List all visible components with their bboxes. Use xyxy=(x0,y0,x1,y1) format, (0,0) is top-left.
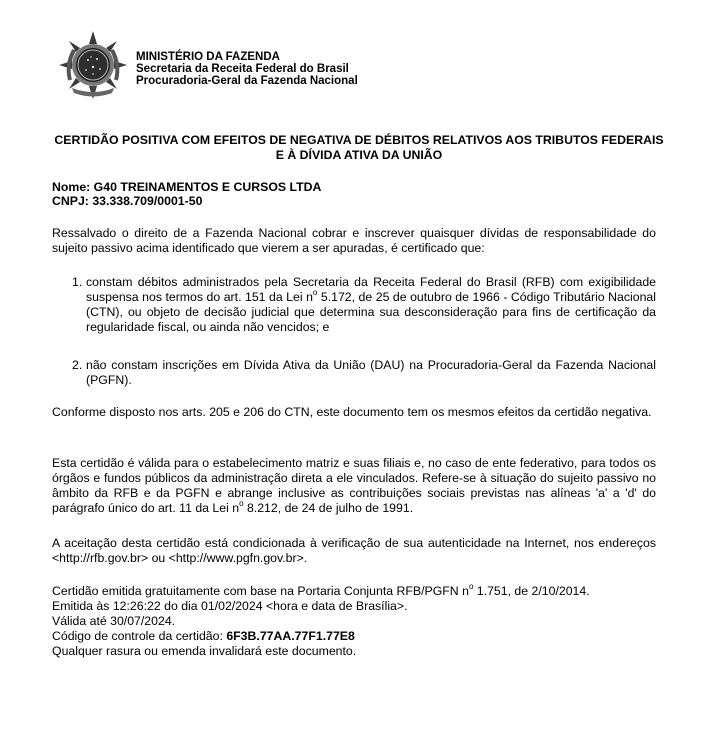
taxpayer-name: Nome: G40 TREINAMENTOS E CURSOS LTDA xyxy=(52,180,322,194)
ministry-name: MINISTÉRIO DA FAZENDA xyxy=(136,51,280,63)
attorney-office-name: Procuradoria-Geral da Fazenda Nacional xyxy=(136,75,358,87)
control-code-label: Código de controle da certidão: xyxy=(52,629,227,643)
control-code: 6F3B.77AA.77F1.77E8 xyxy=(226,629,355,643)
issuance-basis: Certidão emitida gratuitamente com base na Portaria Conjunta RFB/PGFN $n^o$ 1.751, de 2/10/2014. xyxy=(52,581,590,598)
issued-at: Emitida às 12:26:22 do dia 01/02/2024 <hora e data de Brasília>. xyxy=(52,599,408,613)
list-item-number: 1. xyxy=(72,275,83,289)
issuing-authority-header xyxy=(136,51,358,87)
ctn-effects-paragraph: Conforme disposto nos arts. 205 e 206 do CTN, este documento tem os mesmos efeitos da certidão negativa. xyxy=(52,405,652,419)
control-code-line xyxy=(52,629,656,644)
certificate-title: CERTIDÃO POSITIVA COM EFEITOS DE NEGATIVA DE DÉBITOS RELATIVOS AOS TRIBUTOS FEDERAIS E À DÍVIDA ATIVA DA UNIÃO xyxy=(54,133,664,162)
taxpayer-block xyxy=(52,180,321,208)
secretariat-name: Secretaria da Receita Federal do Brasil xyxy=(136,63,349,75)
validity-scope-paragraph: Esta certidão é válida para o estabelecimento matriz e suas filiais e, no caso de ente federativo, para todos os órgãos e fundos públicos da administração direta a ele vinculados. Refere-se à situação do sujeito passivo no âmbito da RFB e da PGFN e abrange inclusive as contribuições sociais previstas nas alíneas 'a' a 'd' do parágrafo único do art. 11 da Lei $n^o$ 8.212, de 24 de julho de 1991. xyxy=(52,456,656,515)
intro-paragraph: Ressalvado o direito de a Fazenda Nacional cobrar e inscrever quaisquer dívidas de responsabilidade do sujeito passivo acima identificado que vierem a ser apuradas, é certificado que: xyxy=(52,226,656,255)
list-item-text: constam débitos administrados pela Secretaria da Receita Federal do Brasil (RFB) com exigibilidade suspensa nos termos do art. 151 da Lei $n^o$ 5.172, de 25 de outubro de 1966 - Código Tributário Nacional (CTN), ou objeto de decisão judicial que determina sua desconsideração para fins de certificação da regularidade fiscal, ou ainda não vencidos; e xyxy=(86,275,656,334)
tamper-warning: Qualquer rasura ou emenda invalidará este documento. xyxy=(52,644,357,658)
taxpayer-cnpj: CNPJ: 33.338.709/0001-50 xyxy=(52,194,203,208)
verification-paragraph: A aceitação desta certidão está condicionada à verificação de sua autenticidade na Internet, nos endereços <http://rfb.gov.br> ou <http://www.pgfn.gov.br>. xyxy=(52,536,656,565)
list-item-text: não constam inscrições em Dívida Ativa da União (DAU) na Procuradoria-Geral da Fazenda Nacional (PGFN). xyxy=(86,358,656,387)
issuance-footer xyxy=(52,581,656,659)
brazil-coat-of-arms-emblem xyxy=(58,30,128,100)
valid-until: Válida até 30/07/2024. xyxy=(52,614,176,628)
list-item-number: 2. xyxy=(72,358,83,372)
